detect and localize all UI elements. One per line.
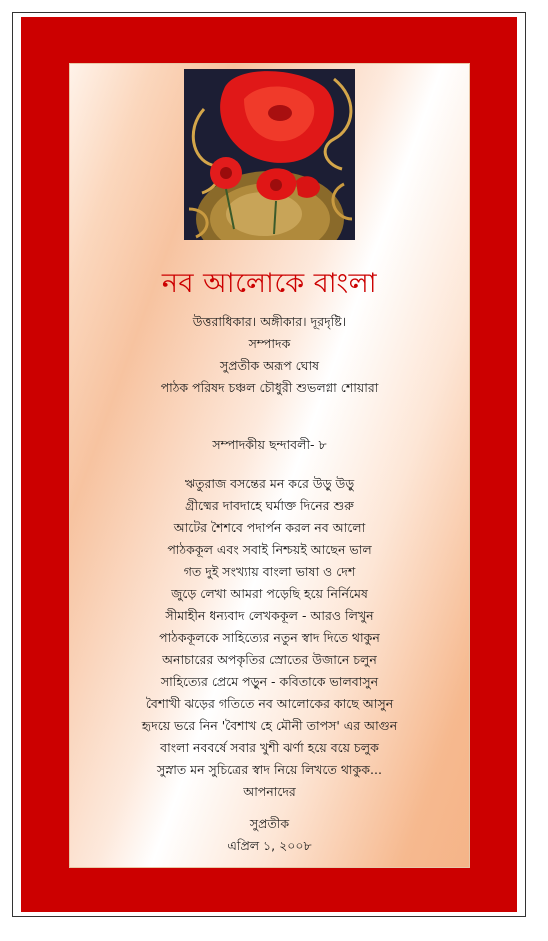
poem-line: ঋতুরাজ বসন্তের মন করে উড়ু উড়ু [184,476,355,491]
poem-line: হৃদয়ে ভরে নিন 'বৈশাখ হে মৌনী তাপস' এর আগুন [141,718,398,733]
red-border-panel [21,17,517,912]
poem-line: বাংলা নববর্ষে সবার খুশী ঝর্ণা হয়ে বয়ে চলুক [160,740,379,755]
poem-line: সাহিত্যের প্রেমে পড়ুন - কবিতাকে ভালবাসুন [160,674,379,689]
poem-line: আটের শৈশবে পদার্পন করল নব আলো [173,520,366,535]
date: এপ্রিল ১, ২০০৮ [227,838,312,853]
reader-board: পাঠক পরিষদ চঞ্চল চৌধুরী শুভলগ্না শোয়ারা [160,380,379,395]
tagline: উত্তরাধিকার। অঙ্গীকার। দূরদৃষ্টি। [192,314,347,329]
page-title: নব আলোকে বাংলা [161,268,378,299]
poem-line: গ্রীষ্মের দাবদাহে ঘর্মাক্ত দিনের শুরু [185,498,354,513]
poem-line: গত দুই সংখ্যায় বাংলা ভাষা ও দেশ [183,564,356,579]
red-poppy-artwork [184,69,355,240]
closing-text: আপনাদের [243,784,296,799]
poem-line: জুড়ে লেখা আমরা পড়েছি হয়ে নির্নিমেষ [171,586,368,601]
poem-line: সীমাহীন ধন্যবাদ লেখককূল - আরও লিখুন [165,608,374,623]
section-title: সম্পাদকীয় ছন্দাবলী- ৮ [212,437,327,452]
signature: সুপ্রতীক [249,816,290,831]
poem-line: বৈশাখী ঝড়ের গতিতে নব আলোকের কাছে আসুন [145,696,394,711]
poem-line: পাঠককূলকে সাহিত্যের নতুন স্বাদ দিতে থাকুন [159,630,380,645]
poem-line: অনাচারের অপকৃতির স্রোতের উজানে চলুন [162,652,377,667]
editor-name: সুপ্রতীক অরূপ ঘোষ [220,358,319,373]
editor-label: সম্পাদক [248,336,291,351]
page-frame [12,12,526,917]
poem-line: সুস্নাত মন সুচিত্রের স্বাদ নিয়ে লিখতে থাকুক... [157,762,382,777]
poem-line: পাঠককূল এবং সবাই নিশ্চয়ই আছেন ভাল [167,542,372,557]
editorial-card [69,63,470,868]
